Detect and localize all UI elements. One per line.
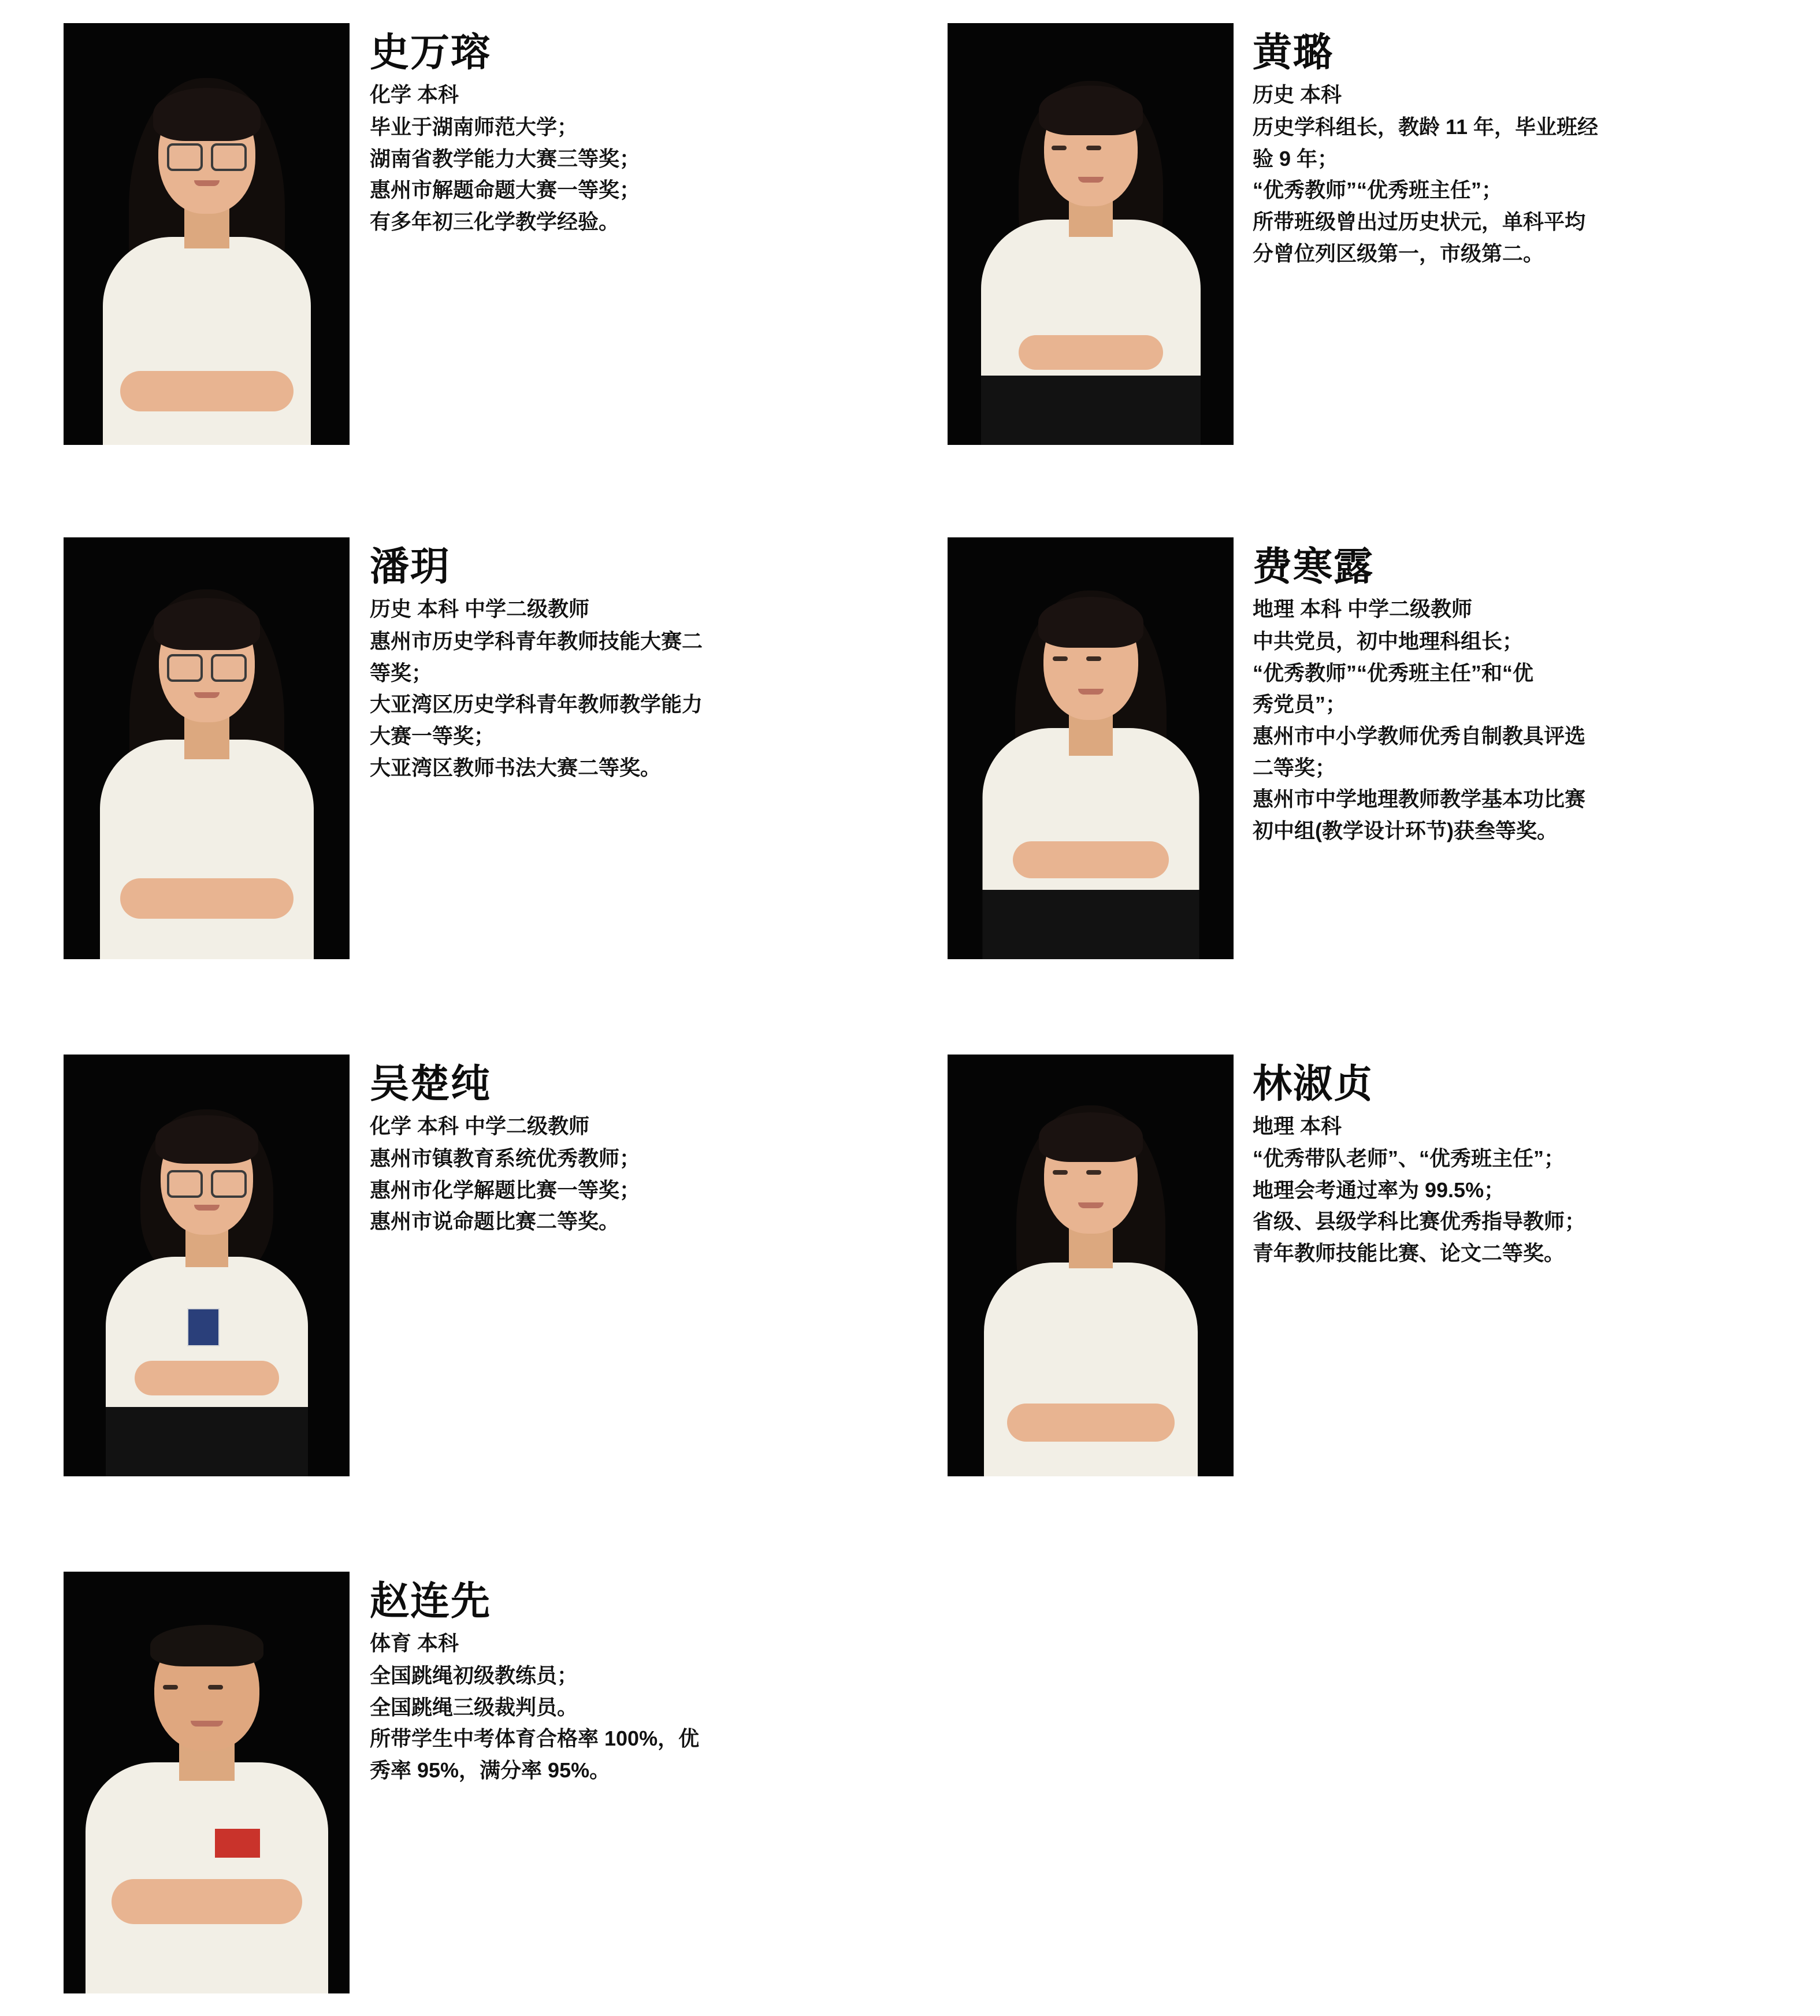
bio-line: 惠州市化学解题比赛一等奖；: [370, 1178, 641, 1202]
teacher-photo-wrap: [64, 537, 352, 959]
bio-line: 惠州市说命题比赛二等奖。: [370, 1209, 620, 1234]
teacher-subject: 历史 本科: [1253, 82, 1342, 106]
bio-line: 验 9 年；: [1253, 146, 1339, 170]
bio-line: 惠州市镇教育系统优秀教师；: [370, 1146, 641, 1170]
teacher-photo: [948, 1055, 1234, 1476]
teacher-photo-wrap: [948, 23, 1236, 445]
teacher-card: [64, 23, 930, 445]
teacher-bio: [370, 1660, 919, 1787]
bio-line: “优秀教师”“优秀班主任”和“优: [1253, 660, 1534, 685]
teacher-photo: [64, 537, 350, 959]
teacher-card: [64, 537, 930, 959]
teacher-bio: [1253, 626, 1807, 847]
bio-line: 秀党员”；: [1253, 692, 1347, 716]
teacher-info: [1236, 1055, 1814, 1269]
bio-line: 地理会考通过率为 99.5%；: [1253, 1178, 1505, 1202]
bio-line: 湖南省教学能力大赛三等奖；: [370, 146, 641, 170]
teacher-name: 黄璐: [1253, 31, 1334, 75]
bio-line: 大赛一等奖；: [370, 723, 495, 748]
bio-line: 历史学科组长，教龄 11 年，毕业班经: [1253, 114, 1599, 139]
teacher-info: [352, 1055, 930, 1238]
teacher-name: 费寒露: [1253, 545, 1375, 589]
teacher-photo-wrap: [64, 1055, 352, 1476]
teacher-card: [948, 537, 1814, 959]
bio-line: 惠州市中学地理教师教学基本功比赛: [1253, 787, 1586, 811]
teacher-info: [352, 23, 930, 238]
teacher-subject: 地理 本科 中学二级教师: [1253, 596, 1473, 621]
teacher-info: [352, 537, 930, 784]
teacher-card: [948, 1055, 1814, 1476]
teacher-photo-wrap: [948, 1055, 1236, 1476]
bio-line: 初中组(教学设计环节)获叁等奖。: [1253, 819, 1558, 843]
bio-line: 所带班级曾出过历史状元，单科平均: [1253, 209, 1586, 233]
bio-line: 二等奖；: [1253, 755, 1336, 779]
bio-line: 秀率 95%，满分率 95%。: [370, 1758, 611, 1782]
teacher-bio: [370, 112, 919, 238]
teacher-card: [948, 23, 1814, 445]
teacher-info: [1236, 537, 1814, 847]
bio-line: “优秀教师”“优秀班主任”；: [1253, 178, 1503, 202]
bio-line: 毕业于湖南师范大学；: [370, 114, 578, 139]
bio-line: 大亚湾区历史学科青年教师教学能力: [370, 692, 703, 716]
bio-line: 大亚湾区教师书法大赛二等奖。: [370, 755, 662, 779]
bio-line: 全国跳绳初级教练员；: [370, 1663, 578, 1687]
bio-line: 中共党员，初中地理科组长；: [1253, 629, 1524, 653]
teacher-subject: 体育 本科: [370, 1631, 459, 1655]
teacher-name: 吴楚纯: [370, 1062, 492, 1106]
teacher-name: 赵连先: [370, 1579, 492, 1623]
teacher-bio: [370, 1143, 919, 1238]
teacher-photo: [948, 23, 1234, 445]
teacher-subject: 历史 本科 中学二级教师: [370, 596, 590, 621]
teacher-bio: [370, 626, 919, 784]
bio-line: 有多年初三化学教学经验。: [370, 209, 620, 233]
bio-line: 所带学生中考体育合格率 100%，优: [370, 1727, 700, 1751]
teacher-subject: 化学 本科: [370, 82, 459, 106]
teacher-name: 林淑贞: [1253, 1062, 1375, 1106]
bio-line: “优秀带队老师”、“优秀班主任”；: [1253, 1146, 1565, 1170]
teacher-subject: 地理 本科: [1253, 1113, 1342, 1138]
bio-line: 青年教师技能比赛、论文二等奖。: [1253, 1241, 1565, 1265]
bio-line: 等奖；: [370, 660, 433, 685]
teacher-name: 潘玥: [370, 545, 451, 589]
teacher-photo: [64, 23, 350, 445]
teacher-bio: [1253, 1143, 1807, 1269]
bio-line: 惠州市解题命题大赛一等奖；: [370, 178, 641, 202]
teacher-subject: 化学 本科 中学二级教师: [370, 1113, 590, 1138]
bio-line: 惠州市中小学教师优秀自制教具评选: [1253, 723, 1586, 748]
bio-line: 惠州市历史学科青年教师技能大赛二: [370, 629, 703, 653]
teacher-photo-wrap: [948, 537, 1236, 959]
teacher-info: [1236, 23, 1814, 269]
teacher-bio: [1253, 112, 1807, 270]
teacher-photo: [64, 1055, 350, 1476]
teacher-name: 史万瑢: [370, 31, 492, 75]
teacher-photo-wrap: [64, 23, 352, 445]
teacher-photo: [948, 537, 1234, 959]
teacher-photo: [64, 1572, 350, 1993]
bio-line: 省级、县级学科比赛优秀指导教师；: [1253, 1209, 1586, 1234]
teacher-card: [64, 1055, 930, 1476]
bio-line: 分曾位列区级第一，市级第二。: [1253, 241, 1544, 265]
teacher-card: [64, 1572, 930, 1993]
bio-line: 全国跳绳三级裁判员。: [370, 1695, 578, 1719]
teacher-info: [352, 1572, 930, 1787]
teacher-photo-wrap: [64, 1572, 352, 1993]
empty-cell: [948, 1572, 1814, 1993]
